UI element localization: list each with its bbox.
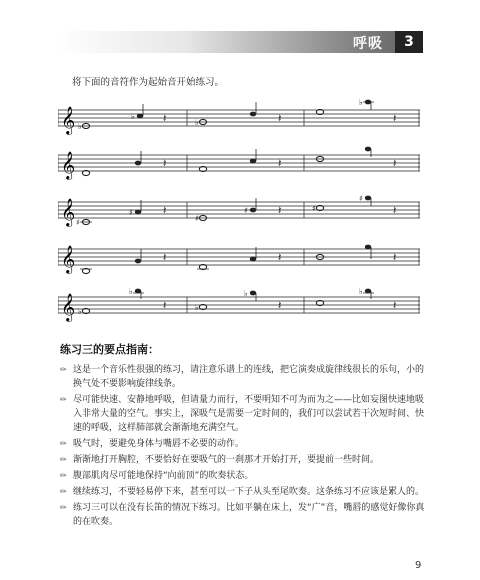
music-staff-2 [58, 143, 420, 183]
chapter-title: 呼吸 [353, 36, 383, 52]
tips-list [60, 363, 425, 531]
svg-text:♯: ♯ [129, 208, 133, 217]
treble-clef-icon: 𝄞 [61, 293, 76, 321]
svg-text:♯: ♯ [359, 194, 363, 203]
svg-text:♯: ♯ [244, 206, 248, 215]
treble-clef-icon: 𝄞 [61, 106, 76, 134]
svg-text:𝄽: 𝄽 [278, 112, 282, 125]
tip-item: ✏ 渐渐地打开胸腔，不要恰好在要吸气的一刹那才开始打开，要提前一些时间。 [60, 455, 380, 465]
pen-bullet-icon: ✏ [60, 471, 67, 480]
pen-bullet-icon: ✏ [60, 439, 67, 448]
chapter-header [58, 31, 423, 53]
svg-text:♭: ♭ [131, 112, 135, 121]
pen-bullet-icon: ✏ [60, 395, 67, 404]
tip-item: ✏ 吸气时，要避免身体与嘴唇不必要的动作。 [60, 439, 245, 449]
treble-clef-icon: 𝄞 [61, 245, 76, 273]
pen-bullet-icon: ✏ [60, 365, 67, 374]
pen-bullet-icon: ✏ [60, 455, 67, 464]
tips-title: 练习三的要点指南： [60, 343, 159, 356]
music-staff-1 [58, 98, 420, 138]
exercise-instruction: 将下面的音符作为起始音开始练习。 [72, 77, 225, 88]
music-staff-4 [58, 237, 420, 277]
music-staff-5 [58, 285, 420, 325]
svg-text:𝄽: 𝄽 [278, 251, 282, 264]
chapter-number: 3 [395, 31, 423, 53]
music-staff-3 [58, 190, 420, 230]
svg-text:♭: ♭ [78, 122, 82, 131]
pen-bullet-icon: ✏ [60, 503, 67, 512]
pen-bullet-icon: ✏ [60, 487, 67, 496]
svg-text:𝄽: 𝄽 [393, 112, 397, 125]
svg-text:𝄽: 𝄽 [393, 204, 397, 217]
svg-text:𝄽: 𝄽 [163, 299, 167, 312]
svg-text:𝄽: 𝄽 [163, 112, 167, 125]
svg-text:♭: ♭ [195, 303, 199, 312]
tip-item: ✏ 腹部肌肉尽可能地保持“向前顶”的吹奏状态。 [60, 471, 254, 481]
svg-text:♭: ♭ [359, 287, 363, 296]
svg-text:♭: ♭ [359, 98, 363, 107]
svg-text:𝄽: 𝄽 [163, 157, 167, 170]
svg-text:𝄽: 𝄽 [393, 299, 397, 312]
svg-text:𝄽: 𝄽 [278, 157, 282, 170]
tip-item: ✏ 继续练习，不要轻易停下来，甚至可以一下子从头至尾吹奏。这条练习不应该是累人的。 [60, 487, 425, 497]
tip-item: ✏ 练习三可以在没有长笛的情况下练习。比如平躺在床上，发“广”音，嘴唇的感觉好像你真的在吹奏。 [60, 503, 425, 527]
svg-text:♭: ♭ [129, 287, 133, 296]
treble-clef-icon: 𝄞 [61, 198, 76, 226]
tip-item: ✏ 这是一个音乐性很强的练习，请注意乐谱上的连线，把它演奏成旋律线很长的乐句，小的换气处不要影响旋律线条。 [60, 365, 425, 389]
svg-text:𝄽: 𝄽 [163, 204, 167, 217]
svg-text:𝄽: 𝄽 [163, 251, 167, 264]
svg-text:𝄽: 𝄽 [393, 157, 397, 170]
svg-text:𝄽: 𝄽 [278, 204, 282, 217]
svg-text:♯: ♯ [195, 214, 199, 223]
svg-text:♭: ♭ [195, 118, 199, 127]
svg-text:♭: ♭ [78, 307, 82, 316]
svg-text:♯: ♯ [312, 204, 316, 213]
tip-item: ✏ 尽可能快速、安静地呼吸，但请量力而行，不要明知不可为而为之——比如妄图快速地吸入非常大量的空气。事实上，深吸气是需要一定时间的，我们可以尝试若干次短时间、快速的呼吸，这样肺部就会渐渐地充满空气。 [60, 395, 425, 433]
page-number: 9 [415, 560, 422, 571]
svg-text:♭: ♭ [244, 289, 248, 298]
svg-text:♯: ♯ [76, 218, 80, 227]
svg-text:𝄽: 𝄽 [278, 299, 282, 312]
svg-text:𝄽: 𝄽 [393, 251, 397, 264]
treble-clef-icon: 𝄞 [61, 151, 76, 179]
